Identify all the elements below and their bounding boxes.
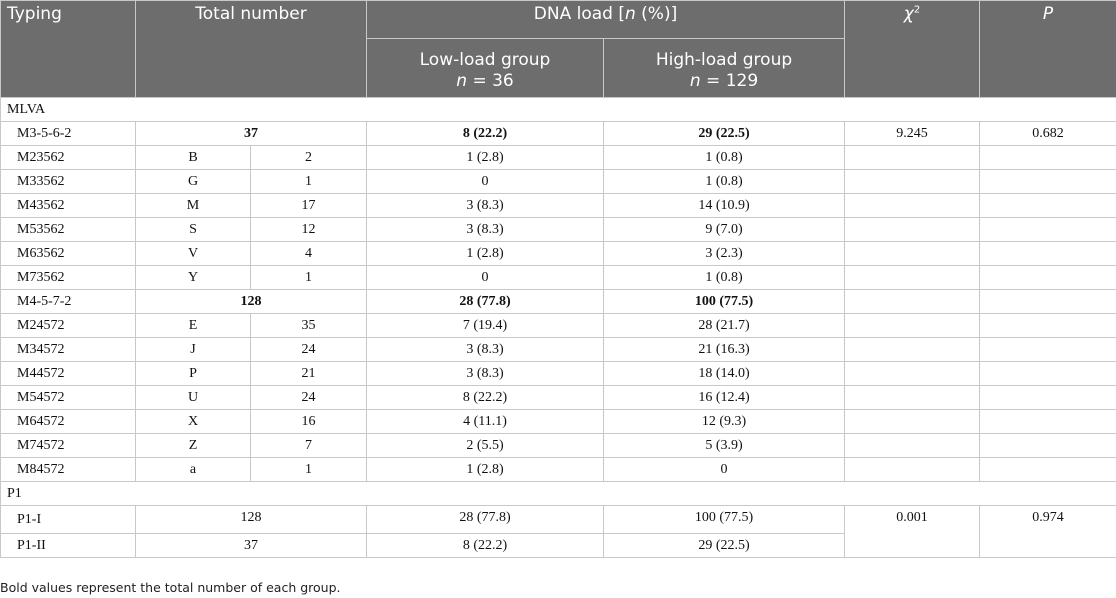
row-count: 17 bbox=[251, 194, 367, 218]
row-chi-square bbox=[845, 314, 980, 338]
row-low-load: 1 (2.8) bbox=[367, 242, 604, 266]
section-label-p1: P1 bbox=[1, 482, 1116, 506]
header-chi-square: $\chi^2$ bbox=[845, 1, 980, 98]
table-row bbox=[1, 194, 1116, 218]
row-name: M54572 bbox=[1, 386, 136, 410]
row-p-value bbox=[980, 146, 1116, 170]
row-p-value bbox=[980, 362, 1116, 386]
row-type: Y bbox=[136, 266, 251, 290]
row-low-load: 0 bbox=[367, 170, 604, 194]
row-low-load: 3 (8.3) bbox=[367, 338, 604, 362]
row-chi-square bbox=[845, 242, 980, 266]
row-high-load: 9 (7.0) bbox=[604, 218, 845, 242]
row-count: 24 bbox=[251, 338, 367, 362]
row-chi-square bbox=[845, 266, 980, 290]
row-count: 7 bbox=[251, 434, 367, 458]
row-p-value bbox=[980, 434, 1116, 458]
row-p-value bbox=[980, 218, 1116, 242]
row-p-value bbox=[980, 410, 1116, 434]
row-low-load: 2 (5.5) bbox=[367, 434, 604, 458]
group-chi-square: 9.245 bbox=[845, 122, 980, 146]
row-chi-square bbox=[845, 338, 980, 362]
table-row bbox=[1, 338, 1116, 362]
row-high-load: 100 (77.5) bbox=[604, 506, 845, 534]
row-high-load: 5 (3.9) bbox=[604, 434, 845, 458]
row-p-value bbox=[980, 314, 1116, 338]
row-high-load: 1 (0.8) bbox=[604, 170, 845, 194]
header-dna-load: DNA load [n (%)] bbox=[367, 1, 845, 39]
row-name: M23562 bbox=[1, 146, 136, 170]
row-type: X bbox=[136, 410, 251, 434]
row-count: 12 bbox=[251, 218, 367, 242]
row-high-load: 21 (16.3) bbox=[604, 338, 845, 362]
row-name: M44572 bbox=[1, 362, 136, 386]
row-p-value bbox=[980, 266, 1116, 290]
row-type: a bbox=[136, 458, 251, 482]
table-row bbox=[1, 266, 1116, 290]
section-label-mlva: MLVA bbox=[1, 98, 1116, 122]
row-high-load: 14 (10.9) bbox=[604, 194, 845, 218]
row-name: M24572 bbox=[1, 314, 136, 338]
group-row-m4572 bbox=[1, 290, 1116, 314]
table-row bbox=[1, 410, 1116, 434]
section-row-p1 bbox=[1, 482, 1116, 506]
row-low-load: 8 (22.2) bbox=[367, 534, 604, 558]
row-low-load: 7 (19.4) bbox=[367, 314, 604, 338]
header-high-load-group: High-load group n = 129 bbox=[604, 39, 845, 98]
header-total-number: Total number bbox=[136, 1, 367, 98]
table-row bbox=[1, 458, 1116, 482]
group-total: 128 bbox=[136, 290, 367, 314]
row-count: 24 bbox=[251, 386, 367, 410]
table-row bbox=[1, 170, 1116, 194]
row-count: 1 bbox=[251, 170, 367, 194]
row-chi-square bbox=[845, 218, 980, 242]
row-name: P1-II bbox=[1, 534, 136, 558]
row-high-load: 1 (0.8) bbox=[604, 266, 845, 290]
table-row bbox=[1, 314, 1116, 338]
header-low-load-group: Low-load group n = 36 bbox=[367, 39, 604, 98]
row-high-load: 0 bbox=[604, 458, 845, 482]
footnote: Bold values represent the total number of each group. bbox=[0, 580, 341, 595]
p1-p-value: 0.974 bbox=[980, 506, 1116, 558]
row-type: P bbox=[136, 362, 251, 386]
group-name: M4-5-7-2 bbox=[1, 290, 136, 314]
row-low-load: 3 (8.3) bbox=[367, 194, 604, 218]
row-type: E bbox=[136, 314, 251, 338]
row-name: P1-I bbox=[1, 506, 136, 534]
row-p-value bbox=[980, 338, 1116, 362]
group-high-load: 100 (77.5) bbox=[604, 290, 845, 314]
table-row bbox=[1, 362, 1116, 386]
row-count: 2 bbox=[251, 146, 367, 170]
row-count: 35 bbox=[251, 314, 367, 338]
row-type: J bbox=[136, 338, 251, 362]
row-low-load: 1 (2.8) bbox=[367, 458, 604, 482]
row-low-load: 28 (77.8) bbox=[367, 506, 604, 534]
row-p-value bbox=[980, 170, 1116, 194]
row-count: 4 bbox=[251, 242, 367, 266]
header-typing: Typing bbox=[1, 1, 136, 98]
row-total: 128 bbox=[136, 506, 367, 534]
row-name: M34572 bbox=[1, 338, 136, 362]
group-p-value: 0.682 bbox=[980, 122, 1116, 146]
row-high-load: 16 (12.4) bbox=[604, 386, 845, 410]
row-type: S bbox=[136, 218, 251, 242]
row-type: U bbox=[136, 386, 251, 410]
row-chi-square bbox=[845, 434, 980, 458]
row-chi-square bbox=[845, 194, 980, 218]
row-name: M73562 bbox=[1, 266, 136, 290]
group-high-load: 29 (22.5) bbox=[604, 122, 845, 146]
row-type: V bbox=[136, 242, 251, 266]
row-chi-square bbox=[845, 410, 980, 434]
row-type: M bbox=[136, 194, 251, 218]
row-count: 16 bbox=[251, 410, 367, 434]
row-low-load: 4 (11.1) bbox=[367, 410, 604, 434]
group-total: 37 bbox=[136, 122, 367, 146]
row-high-load: 28 (21.7) bbox=[604, 314, 845, 338]
group-chi-square bbox=[845, 290, 980, 314]
row-type: B bbox=[136, 146, 251, 170]
header-p-value: P bbox=[980, 1, 1116, 98]
row-chi-square bbox=[845, 146, 980, 170]
group-low-load: 28 (77.8) bbox=[367, 290, 604, 314]
row-count: 21 bbox=[251, 362, 367, 386]
row-count: 1 bbox=[251, 266, 367, 290]
row-type: G bbox=[136, 170, 251, 194]
table-row bbox=[1, 506, 1116, 534]
row-name: M84572 bbox=[1, 458, 136, 482]
table-row bbox=[1, 386, 1116, 410]
row-name: M63562 bbox=[1, 242, 136, 266]
group-name: M3-5-6-2 bbox=[1, 122, 136, 146]
row-p-value bbox=[980, 386, 1116, 410]
row-low-load: 3 (8.3) bbox=[367, 362, 604, 386]
row-total: 37 bbox=[136, 534, 367, 558]
row-name: M33562 bbox=[1, 170, 136, 194]
row-name: M64572 bbox=[1, 410, 136, 434]
row-chi-square bbox=[845, 362, 980, 386]
row-name: M74572 bbox=[1, 434, 136, 458]
row-chi-square bbox=[845, 458, 980, 482]
group-low-load: 8 (22.2) bbox=[367, 122, 604, 146]
row-name: M43562 bbox=[1, 194, 136, 218]
table-row bbox=[1, 434, 1116, 458]
row-type: Z bbox=[136, 434, 251, 458]
row-low-load: 3 (8.3) bbox=[367, 218, 604, 242]
table-row bbox=[1, 146, 1116, 170]
row-high-load: 29 (22.5) bbox=[604, 534, 845, 558]
row-low-load: 0 bbox=[367, 266, 604, 290]
table-row bbox=[1, 242, 1116, 266]
row-high-load: 1 (0.8) bbox=[604, 146, 845, 170]
row-name: M53562 bbox=[1, 218, 136, 242]
row-p-value bbox=[980, 194, 1116, 218]
table-row bbox=[1, 218, 1116, 242]
row-low-load: 1 (2.8) bbox=[367, 146, 604, 170]
row-p-value bbox=[980, 458, 1116, 482]
p1-chi-square: 0.001 bbox=[845, 506, 980, 558]
row-low-load: 8 (22.2) bbox=[367, 386, 604, 410]
section-row-mlva bbox=[1, 98, 1116, 122]
row-count: 1 bbox=[251, 458, 367, 482]
row-high-load: 3 (2.3) bbox=[604, 242, 845, 266]
group-row-m3562 bbox=[1, 122, 1116, 146]
row-p-value bbox=[980, 242, 1116, 266]
row-chi-square bbox=[845, 386, 980, 410]
group-p-value bbox=[980, 290, 1116, 314]
row-high-load: 18 (14.0) bbox=[604, 362, 845, 386]
row-high-load: 12 (9.3) bbox=[604, 410, 845, 434]
row-chi-square bbox=[845, 170, 980, 194]
